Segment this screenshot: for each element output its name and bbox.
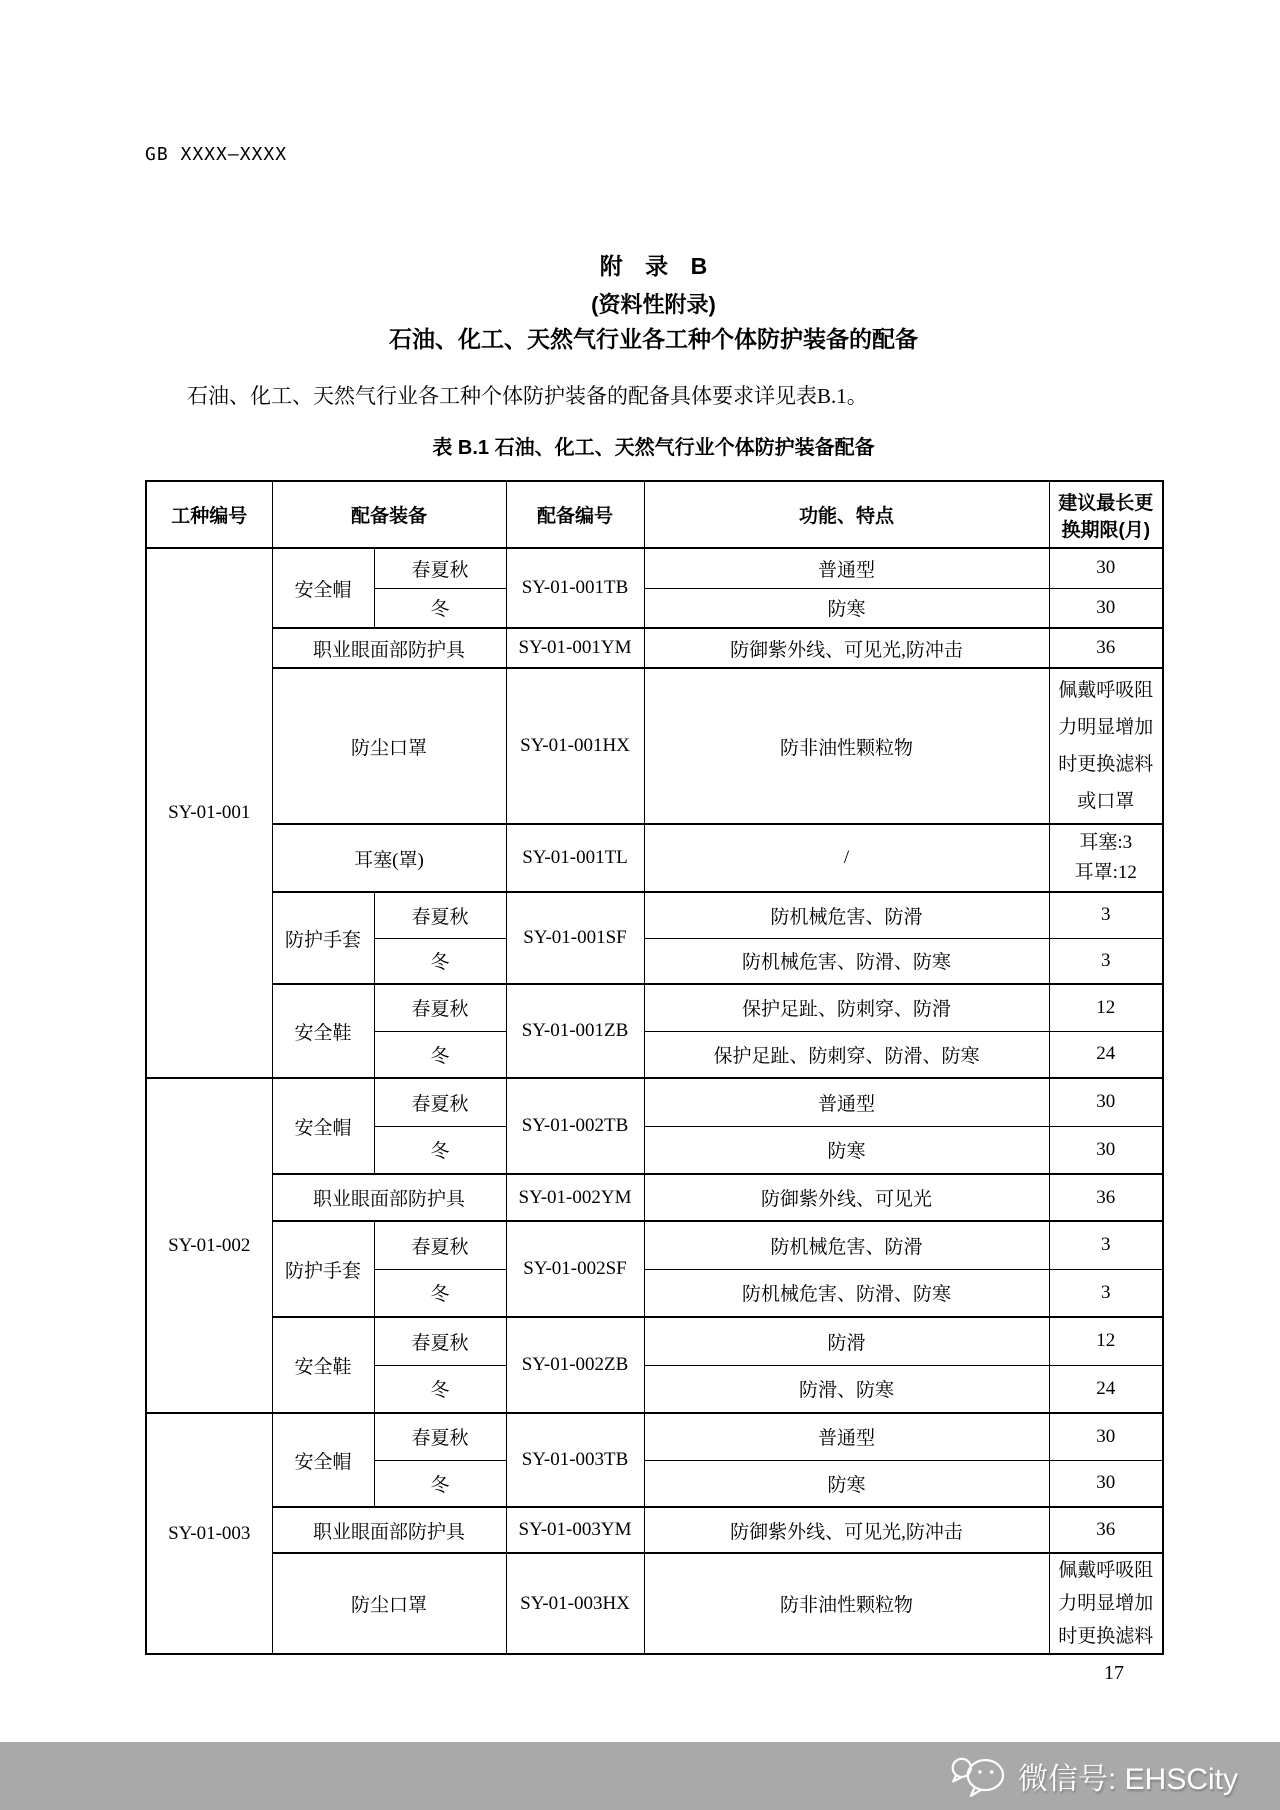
table-row: [146, 548, 1163, 588]
period-cell: 12: [1049, 984, 1163, 1031]
feature-cell: 防寒: [644, 588, 1049, 628]
column-header-equip-id: 配备编号: [506, 481, 644, 548]
equipment-cell: 安全鞋: [272, 984, 374, 1078]
job-code-cell: SY-01-002: [146, 1078, 272, 1413]
table-row: [146, 1553, 1163, 1654]
season-cell: 冬: [374, 1460, 506, 1507]
job-code-cell: SY-01-001: [146, 548, 272, 1078]
equip-id-cell: SY-01-002SF: [506, 1221, 644, 1317]
equipment-cell: 职业眼面部防护具: [272, 1174, 506, 1221]
table-caption: 表 B.1 石油、化工、天然气行业个体防护装备配备: [432, 437, 875, 459]
period-cell: 30: [1049, 1126, 1163, 1174]
season-cell: 冬: [374, 1126, 506, 1174]
equip-id-cell: SY-01-001YM: [506, 628, 644, 668]
period-cell: 36: [1049, 628, 1163, 668]
table-row: [146, 892, 1163, 938]
table-row: [146, 824, 1163, 892]
table-row: [146, 1507, 1163, 1553]
feature-cell: 防机械危害、防滑、防寒: [644, 1269, 1049, 1317]
season-cell: 春夏秋: [374, 892, 506, 938]
appendix-heading: 石油、化工、天然气行业各工种个体防护装备的配备: [389, 326, 918, 352]
period-cell: 3: [1049, 1221, 1163, 1269]
feature-cell: 保护足趾、防刺穿、防滑: [644, 984, 1049, 1031]
equipment-cell: 安全帽: [272, 1078, 374, 1174]
feature-cell: 防寒: [644, 1460, 1049, 1507]
column-header-period: 建议最长更换期限(月): [1049, 481, 1163, 548]
equip-id-cell: SY-01-001HX: [506, 668, 644, 824]
feature-cell: 普通型: [644, 1078, 1049, 1126]
period-cell: 30: [1049, 1460, 1163, 1507]
equipment-cell: 防护手套: [272, 892, 374, 984]
feature-cell: 保护足趾、防刺穿、防滑、防寒: [644, 1031, 1049, 1078]
period-cell: 30: [1049, 1078, 1163, 1126]
appendix-subtitle: (资料性附录): [591, 292, 716, 317]
period-cell: 佩戴呼吸阻力明显增加时更换滤料: [1049, 1553, 1163, 1654]
table-row: [146, 984, 1163, 1031]
equipment-cell: 安全帽: [272, 1413, 374, 1507]
equip-id-cell: SY-01-003HX: [506, 1553, 644, 1654]
table-row: [146, 628, 1163, 668]
table-row: [146, 1174, 1163, 1221]
season-cell: 春夏秋: [374, 1413, 506, 1460]
period-cell: 30: [1049, 1413, 1163, 1460]
period-cell: 3: [1049, 892, 1163, 938]
season-cell: 冬: [374, 938, 506, 984]
feature-cell: 防御紫外线、可见光,防冲击: [644, 1507, 1049, 1553]
period-cell: 30: [1049, 548, 1163, 588]
period-cell: 3: [1049, 938, 1163, 984]
season-cell: 春夏秋: [374, 548, 506, 588]
season-cell: 冬: [374, 1365, 506, 1413]
wechat-account-label: 微信号: EHSCity: [1017, 1763, 1238, 1796]
appendix-title: 附 录 B: [599, 253, 708, 279]
equip-id-cell: SY-01-002TB: [506, 1078, 644, 1174]
equip-id-cell: SY-01-002YM: [506, 1174, 644, 1221]
header-row: [146, 481, 1163, 548]
wechat-icon: [950, 1751, 1008, 1801]
feature-cell: 普通型: [644, 548, 1049, 588]
feature-cell: 防非油性颗粒物: [644, 668, 1049, 824]
feature-cell: 防机械危害、防滑、防寒: [644, 938, 1049, 984]
table-row: [146, 668, 1163, 824]
feature-cell: 防非油性颗粒物: [644, 1553, 1049, 1654]
period-cell: [1049, 824, 1163, 892]
table-row: [146, 1317, 1163, 1365]
equip-id-cell: SY-01-003YM: [506, 1507, 644, 1553]
equipment-cell: 安全鞋: [272, 1317, 374, 1413]
equipment-cell: 防护手套: [272, 1221, 374, 1317]
period-cell: 36: [1049, 1174, 1163, 1221]
equipment-cell: 安全帽: [272, 548, 374, 628]
feature-cell: 防滑: [644, 1317, 1049, 1365]
column-header-job-code: 工种编号: [146, 481, 272, 548]
table-row: [146, 1221, 1163, 1269]
column-header-equipment: 配备装备: [272, 481, 506, 548]
period-cell: 佩戴呼吸阻力明显增加时更换滤料或口罩: [1049, 668, 1163, 824]
season-cell: 春夏秋: [374, 1221, 506, 1269]
feature-cell: 普通型: [644, 1413, 1049, 1460]
period-cell: 24: [1049, 1031, 1163, 1078]
equipment-cell: 职业眼面部防护具: [272, 628, 506, 668]
season-cell: 冬: [374, 588, 506, 628]
equip-id-cell: SY-01-001TL: [506, 824, 644, 892]
season-cell: 春夏秋: [374, 1317, 506, 1365]
period-cell: 30: [1049, 588, 1163, 628]
period-line: 耳罩:12: [1074, 862, 1137, 883]
season-cell: 冬: [374, 1269, 506, 1317]
equipment-cell: 防尘口罩: [272, 1553, 506, 1654]
feature-cell: 防机械危害、防滑: [644, 892, 1049, 938]
equip-id-cell: SY-01-001ZB: [506, 984, 644, 1078]
feature-cell: /: [644, 824, 1049, 892]
season-cell: 冬: [374, 1031, 506, 1078]
table-row: [146, 1413, 1163, 1460]
feature-cell: 防寒: [644, 1126, 1049, 1174]
equipment-cell: 职业眼面部防护具: [272, 1507, 506, 1553]
equip-id-cell: SY-01-002ZB: [506, 1317, 644, 1413]
period-cell: 24: [1049, 1365, 1163, 1413]
table-row: [146, 1078, 1163, 1126]
ppe-table: [145, 480, 1164, 1655]
feature-cell: 防滑、防寒: [644, 1365, 1049, 1413]
intro-paragraph: 石油、化工、天然气行业各工种个体防护装备的配备具体要求详见表B.1。: [187, 384, 868, 408]
equipment-cell: 耳塞(罩): [272, 824, 506, 892]
feature-cell: 防御紫外线、可见光: [644, 1174, 1049, 1221]
column-header-feature: 功能、特点: [644, 481, 1049, 548]
season-cell: 春夏秋: [374, 984, 506, 1031]
period-cell: 12: [1049, 1317, 1163, 1365]
period-cell: 36: [1049, 1507, 1163, 1553]
footer-watermark-bar: [0, 1742, 1280, 1810]
season-cell: 春夏秋: [374, 1078, 506, 1126]
equip-id-cell: SY-01-001TB: [506, 548, 644, 628]
feature-cell: 防御紫外线、可见光,防冲击: [644, 628, 1049, 668]
period-cell: 3: [1049, 1269, 1163, 1317]
feature-cell: 防机械危害、防滑: [644, 1221, 1049, 1269]
standard-code: GB XXXX—XXXX: [145, 144, 288, 165]
period-line: 耳塞:3: [1079, 832, 1133, 853]
job-code-cell: SY-01-003: [146, 1413, 272, 1654]
page-number: 17: [1104, 1662, 1124, 1684]
equip-id-cell: SY-01-001SF: [506, 892, 644, 984]
equipment-cell: 防尘口罩: [272, 668, 506, 824]
equip-id-cell: SY-01-003TB: [506, 1413, 644, 1507]
